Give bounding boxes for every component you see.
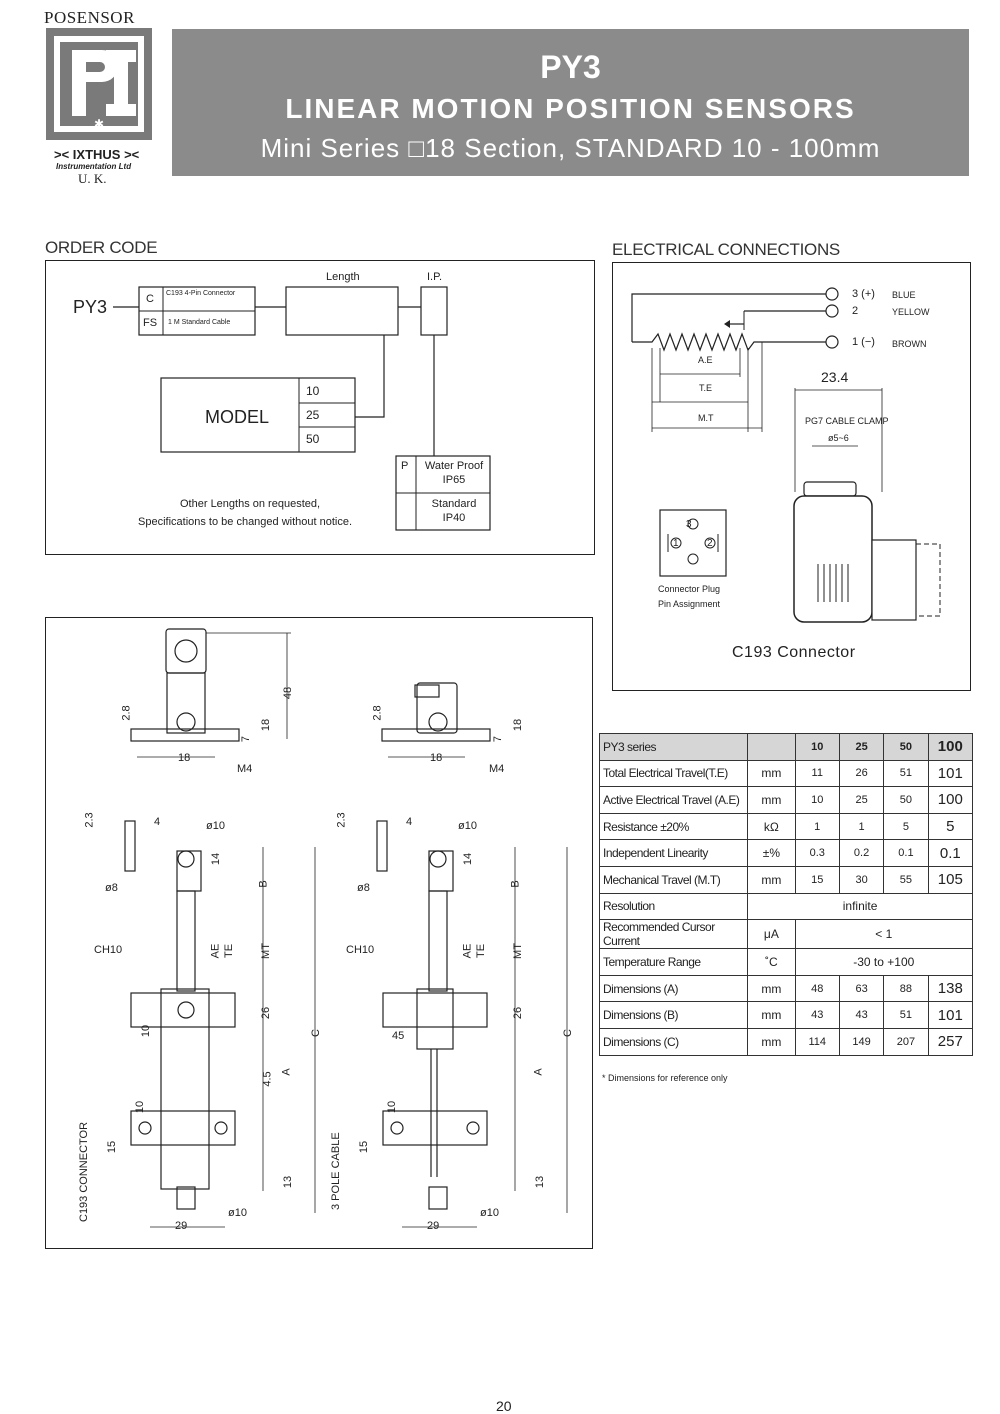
row-unit: ˚C bbox=[748, 949, 795, 976]
dim-b-left: B bbox=[257, 880, 270, 888]
dim-48-left: 48 bbox=[282, 686, 295, 700]
dim-mt-right: MT bbox=[511, 943, 524, 959]
model-50: 50 bbox=[306, 432, 320, 446]
row-val: 0.3 bbox=[795, 840, 839, 867]
row-val: 50 bbox=[884, 787, 928, 814]
ae-label: A.E bbox=[698, 355, 713, 365]
row-span-val: -30 to +100 bbox=[795, 949, 972, 976]
row-val: 101 bbox=[928, 1002, 972, 1029]
page-title: PY3 bbox=[540, 49, 601, 85]
order-code-title: ORDER CODE bbox=[45, 238, 158, 257]
dim-ch10-right: CH10 bbox=[346, 944, 375, 956]
dim-dia8-left: ø8 bbox=[105, 882, 118, 894]
row-val: 105 bbox=[928, 866, 972, 893]
row-val: 43 bbox=[795, 1002, 839, 1029]
model-10: 10 bbox=[306, 384, 320, 398]
table-row bbox=[600, 893, 973, 920]
option-desc-fs: 1 M Standard Cable bbox=[168, 319, 231, 326]
dim-13-left: 13 bbox=[282, 1175, 295, 1189]
page-subtitle: LINEAR MOTION POSITION SENSORS bbox=[285, 93, 856, 124]
dim-2-3-right: 2.3 bbox=[335, 812, 348, 828]
cable-clamp-dia: ø5~6 bbox=[828, 433, 849, 443]
order-code-diagram bbox=[45, 260, 595, 555]
row-val: 5 bbox=[884, 813, 928, 840]
dim-dia10b-left: ø10 bbox=[228, 1207, 247, 1219]
row-val: 101 bbox=[928, 760, 972, 787]
row-val: 257 bbox=[928, 1028, 972, 1055]
row-val: 149 bbox=[839, 1028, 883, 1055]
table-row bbox=[600, 975, 973, 1002]
row-val: 55 bbox=[884, 866, 928, 893]
page-subtitle-2: Mini Series □18 Section, STANDARD 10 - 100mm bbox=[260, 133, 881, 163]
cable-clamp-label: PG7 CABLE CLAMP bbox=[805, 416, 889, 426]
table-row bbox=[600, 813, 973, 840]
te-label: T.E bbox=[699, 383, 713, 393]
pin-2-circle-num: 2 bbox=[707, 538, 713, 549]
row-val: 51 bbox=[884, 760, 928, 787]
pin-3-circle-num: 3 bbox=[686, 519, 692, 530]
row-val: 26 bbox=[839, 760, 883, 787]
dim-b-right: B bbox=[509, 880, 522, 888]
plug-label-2: Pin Assignment bbox=[658, 599, 721, 609]
connector-width: 23.4 bbox=[821, 369, 849, 385]
table-row bbox=[600, 949, 973, 976]
table-header-10: 10 bbox=[795, 734, 839, 761]
pin-2-num: 2 bbox=[852, 305, 859, 317]
dim-m4-left: M4 bbox=[237, 763, 253, 775]
row-span-val: < 1 bbox=[795, 920, 972, 949]
dim-a-right: A bbox=[532, 1068, 545, 1076]
dim-ae-left: AE bbox=[209, 943, 222, 959]
svg-text:✱: ✱ bbox=[93, 117, 105, 131]
table-header-row bbox=[600, 734, 973, 761]
order-prefix: PY3 bbox=[73, 297, 108, 317]
row-val: 0.1 bbox=[928, 840, 972, 867]
dim-45-right: 45 bbox=[392, 1030, 405, 1042]
row-unit: mm bbox=[748, 1002, 795, 1029]
row-unit: mm bbox=[748, 760, 795, 787]
model-label: MODEL bbox=[205, 407, 270, 427]
table-header-unit bbox=[748, 734, 795, 761]
order-note-1: Other Lengths on requested, bbox=[180, 498, 321, 510]
row-label: Mechanical Travel (M.T) bbox=[600, 866, 748, 893]
connector-name: C193 Connector bbox=[732, 644, 856, 661]
option-code-c: C bbox=[146, 293, 154, 305]
length-label: Length bbox=[326, 271, 360, 283]
dim-dia10-left: ø10 bbox=[206, 820, 225, 832]
dim-2-8-right: 2.8 bbox=[371, 705, 384, 721]
table-header-50: 50 bbox=[884, 734, 928, 761]
dim-2-3-left: 2.3 bbox=[83, 812, 96, 828]
table-row bbox=[600, 920, 973, 949]
row-unit: μA bbox=[748, 920, 795, 949]
row-unit: mm bbox=[748, 787, 795, 814]
pin-1-num: 1 (−) bbox=[852, 336, 875, 348]
row-val: 5 bbox=[928, 813, 972, 840]
dim-18b-left: 18 bbox=[178, 752, 191, 764]
dim-ae-right: AE bbox=[461, 943, 474, 959]
spec-table bbox=[599, 733, 973, 1056]
table-row bbox=[600, 866, 973, 893]
row-val: 207 bbox=[884, 1028, 928, 1055]
table-row bbox=[600, 760, 973, 787]
row-val: 51 bbox=[884, 1002, 928, 1029]
row-val: 15 bbox=[795, 866, 839, 893]
dim-c-left: C bbox=[309, 1029, 322, 1037]
option-desc-c: C193 4-Pin Connector bbox=[166, 290, 236, 297]
row-val: 43 bbox=[839, 1002, 883, 1029]
row-val: 11 bbox=[795, 760, 839, 787]
row-label: Temperature Range bbox=[600, 949, 748, 976]
dim-dia10b-right: ø10 bbox=[480, 1207, 499, 1219]
dim-13-right: 13 bbox=[534, 1175, 547, 1189]
dim-10-left: 10 bbox=[140, 1024, 153, 1038]
row-val: 0.2 bbox=[839, 840, 883, 867]
title-banner bbox=[172, 29, 969, 176]
dim-29-right: 29 bbox=[427, 1220, 440, 1232]
dim-10c-left: 10 bbox=[134, 1100, 147, 1114]
dim-te-left: TE bbox=[223, 943, 236, 959]
mt-label: M.T bbox=[698, 413, 714, 423]
brand-name: >< IXTHUS >< bbox=[54, 147, 140, 162]
table-header-label: PY3 series bbox=[600, 734, 748, 761]
table-note: * Dimensions for reference only bbox=[602, 1073, 728, 1083]
row-val: 30 bbox=[839, 866, 883, 893]
dim-dia8-right: ø8 bbox=[357, 882, 370, 894]
dim-15-right: 15 bbox=[358, 1140, 371, 1154]
row-val: 1 bbox=[839, 813, 883, 840]
row-label: Total Electrical Travel(T.E) bbox=[600, 760, 748, 787]
pin-3-color: BLUE bbox=[892, 290, 916, 300]
ip-label: I.P. bbox=[427, 271, 443, 283]
row-label: Active Electrical Travel (A.E) bbox=[600, 787, 748, 814]
row-unit: mm bbox=[748, 975, 795, 1002]
brand-country: U. K. bbox=[78, 171, 107, 186]
option-code-fs: FS bbox=[143, 317, 158, 329]
dim-26-left: 26 bbox=[260, 1006, 273, 1020]
row-unit: mm bbox=[748, 866, 795, 893]
page-number: 20 bbox=[496, 1398, 512, 1414]
table-header-100: 100 bbox=[928, 734, 972, 761]
dim-4-5-left: 4.5 bbox=[261, 1071, 274, 1087]
row-val: 25 bbox=[839, 787, 883, 814]
row-val: 88 bbox=[884, 975, 928, 1002]
brand-top: POSENSOR bbox=[44, 8, 135, 27]
row-val: 138 bbox=[928, 975, 972, 1002]
dim-7-left: 7 bbox=[240, 735, 253, 743]
table-row bbox=[600, 1002, 973, 1029]
row-span-val: infinite bbox=[748, 893, 973, 920]
pin-3-num: 3 (+) bbox=[852, 288, 875, 300]
dim-a-left: A bbox=[280, 1068, 293, 1076]
dim-dia10-right: ø10 bbox=[458, 820, 477, 832]
plug-label-1: Connector Plug bbox=[658, 584, 721, 594]
company-logo bbox=[46, 28, 152, 140]
electrical-title: ELECTRICAL CONNECTIONS bbox=[612, 240, 840, 259]
row-val: 114 bbox=[795, 1028, 839, 1055]
model-25: 25 bbox=[306, 408, 320, 422]
dim-15-left: 15 bbox=[106, 1140, 119, 1154]
order-note-2: Specifications to be changed without notice. bbox=[138, 516, 353, 528]
dim-29-left: 29 bbox=[175, 1220, 188, 1232]
dim-14-left: 14 bbox=[210, 852, 223, 866]
table-header-25: 25 bbox=[839, 734, 883, 761]
ip-code-p: P bbox=[401, 460, 409, 472]
dim-7-right: 7 bbox=[492, 735, 505, 743]
pin-1-color: BROWN bbox=[892, 339, 927, 349]
dim-4-left: 4 bbox=[154, 816, 161, 828]
dim-m4-right: M4 bbox=[489, 763, 505, 775]
dim-c-right: C bbox=[561, 1029, 574, 1037]
row-unit: ±% bbox=[748, 840, 795, 867]
ip-desc-waterproof: Water Proof IP65 bbox=[424, 460, 484, 486]
dim-18-left: 18 bbox=[260, 718, 273, 732]
brand-sub: Instrumentation Ltd bbox=[56, 162, 132, 171]
dim-ch10-left: CH10 bbox=[94, 944, 123, 956]
row-val: 1 bbox=[795, 813, 839, 840]
dim-14-right: 14 bbox=[462, 852, 475, 866]
dim-mt-left: MT bbox=[259, 943, 272, 959]
dim-10c-right: 10 bbox=[386, 1100, 399, 1114]
row-val: 0.1 bbox=[884, 840, 928, 867]
row-unit: kΩ bbox=[748, 813, 795, 840]
row-label: Dimensions (B) bbox=[600, 1002, 748, 1029]
pin-1-circle-num: 1 bbox=[673, 538, 679, 549]
row-label: Recommended Cursor Current bbox=[600, 920, 748, 949]
row-unit: mm bbox=[748, 1028, 795, 1055]
row-label: Resolution bbox=[600, 893, 748, 920]
row-label: Independent Linearity bbox=[600, 840, 748, 867]
electrical-diagram bbox=[612, 262, 972, 692]
row-label: Dimensions (A) bbox=[600, 975, 748, 1002]
dim-26-right: 26 bbox=[512, 1006, 525, 1020]
table-row bbox=[600, 787, 973, 814]
row-val: 63 bbox=[839, 975, 883, 1002]
dim-2-8-left: 2.8 bbox=[120, 705, 133, 721]
dim-4-right: 4 bbox=[406, 816, 413, 828]
row-val: 48 bbox=[795, 975, 839, 1002]
row-val: 100 bbox=[928, 787, 972, 814]
row-val: 10 bbox=[795, 787, 839, 814]
row-label: Resistance ±20% bbox=[600, 813, 748, 840]
table-row bbox=[600, 840, 973, 867]
row-label: Dimensions (C) bbox=[600, 1028, 748, 1055]
ip-desc-standard: Standard IP40 bbox=[431, 498, 477, 524]
pin-2-color: YELLOW bbox=[892, 307, 930, 317]
dim-18-right: 18 bbox=[512, 718, 525, 732]
dim-18b-right: 18 bbox=[430, 752, 443, 764]
table-row bbox=[600, 1028, 973, 1055]
dim-te-right: TE bbox=[475, 943, 488, 959]
